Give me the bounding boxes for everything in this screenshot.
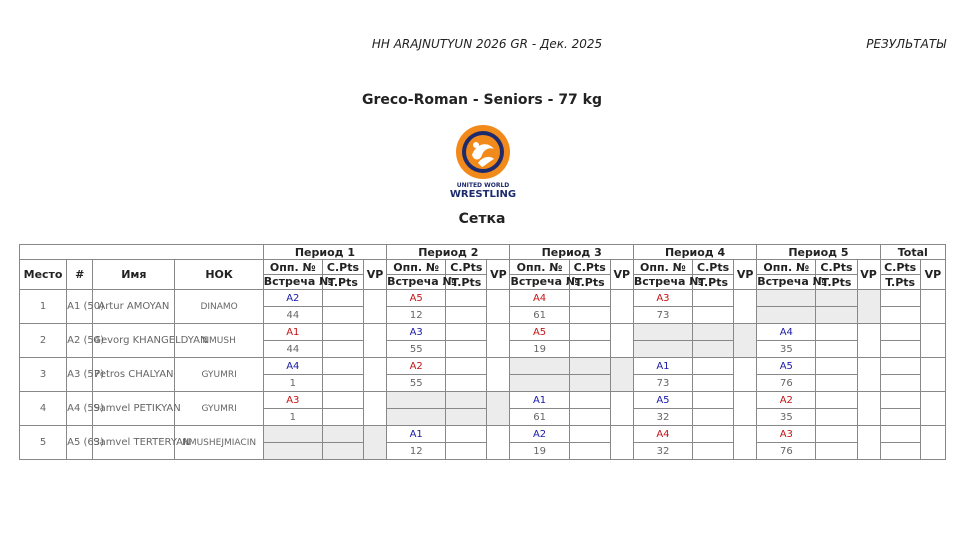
bout-cell: 73 bbox=[633, 307, 692, 324]
table-row bbox=[20, 324, 946, 341]
opponent-cell: A3 bbox=[757, 426, 816, 443]
tpts-cell bbox=[322, 443, 363, 460]
vp-cell bbox=[857, 426, 880, 460]
wrestler-name: Samvel TERTERYAN bbox=[93, 426, 175, 460]
tpts-cell bbox=[693, 307, 734, 324]
cpts-cell bbox=[569, 358, 610, 375]
tpts-cell bbox=[693, 341, 734, 358]
vp-cell bbox=[857, 290, 880, 324]
header-blank bbox=[20, 245, 264, 260]
bout-cell bbox=[633, 341, 692, 358]
opponent-cell: A2 bbox=[263, 290, 322, 307]
tpts-cell bbox=[446, 341, 487, 358]
period-header-2: Период 2 bbox=[387, 245, 510, 260]
tpts-cell bbox=[569, 375, 610, 392]
results-label: РЕЗУЛЬТАТЫ bbox=[866, 37, 946, 51]
col-bout: Встреча № bbox=[633, 275, 703, 288]
tpts-cell bbox=[569, 341, 610, 358]
vp-cell bbox=[734, 290, 757, 324]
cpts-cell bbox=[322, 426, 363, 443]
vp-cell bbox=[487, 290, 510, 324]
col-vp: VP bbox=[364, 260, 387, 290]
header-row-cols bbox=[20, 260, 946, 275]
total-cpts-cell bbox=[880, 392, 920, 409]
opponent-cell: A5 bbox=[757, 358, 816, 375]
tpts-cell bbox=[446, 307, 487, 324]
opponent-cell: A2 bbox=[387, 358, 446, 375]
period-header-4: Период 4 bbox=[633, 245, 756, 260]
opponent-cell: A4 bbox=[757, 324, 816, 341]
tpts-cell bbox=[816, 307, 857, 324]
col-vp: VP bbox=[610, 260, 633, 290]
col-bout: Встреча № bbox=[757, 275, 826, 288]
bout-cell: 44 bbox=[263, 341, 322, 358]
vp-cell bbox=[610, 426, 633, 460]
opponent-cell bbox=[633, 324, 692, 341]
vp-cell bbox=[610, 290, 633, 324]
uww-logo bbox=[448, 125, 518, 201]
col-cpts: C.Pts bbox=[816, 260, 857, 275]
total-vp-cell bbox=[920, 324, 945, 358]
cpts-cell bbox=[446, 324, 487, 341]
bout-cell: 35 bbox=[757, 409, 816, 426]
col-vp: VP bbox=[857, 260, 880, 290]
cpts-cell bbox=[816, 290, 857, 307]
results-table bbox=[19, 244, 946, 460]
vp-cell bbox=[487, 426, 510, 460]
tpts-cell bbox=[693, 375, 734, 392]
tpts-cell bbox=[816, 443, 857, 460]
tpts-cell bbox=[693, 443, 734, 460]
vp-cell bbox=[857, 392, 880, 426]
bout-cell: 73 bbox=[633, 375, 692, 392]
bout-cell: 1 bbox=[263, 409, 322, 426]
opponent-cell: A5 bbox=[387, 290, 446, 307]
col-opp: Опп. № bbox=[757, 260, 816, 275]
place-cell: 2 bbox=[20, 324, 67, 358]
table-row bbox=[20, 426, 946, 443]
bout-cell: 32 bbox=[633, 409, 692, 426]
tpts-cell bbox=[693, 409, 734, 426]
period-header-3: Период 3 bbox=[510, 245, 633, 260]
vp-cell bbox=[364, 426, 387, 460]
col-tpts: T.Pts bbox=[693, 275, 734, 290]
cpts-cell bbox=[322, 290, 363, 307]
noc-cell: GYUMRI bbox=[175, 358, 263, 392]
vp-cell bbox=[487, 324, 510, 358]
cpts-cell bbox=[693, 290, 734, 307]
opponent-cell: A3 bbox=[263, 392, 322, 409]
place-cell: 4 bbox=[20, 392, 67, 426]
vp-cell bbox=[610, 392, 633, 426]
tpts-cell bbox=[446, 375, 487, 392]
bout-cell: 55 bbox=[387, 375, 446, 392]
header-row-periods bbox=[20, 245, 946, 260]
vp-cell bbox=[857, 324, 880, 358]
bout-cell: 35 bbox=[757, 341, 816, 358]
col-tpts: T.Pts bbox=[446, 275, 487, 290]
cpts-cell bbox=[693, 324, 734, 341]
bracket-title: Сетка bbox=[458, 211, 506, 227]
bout-cell bbox=[757, 307, 816, 324]
bout-cell: 19 bbox=[510, 341, 569, 358]
vp-cell bbox=[857, 358, 880, 392]
tpts-cell bbox=[322, 307, 363, 324]
cpts-cell bbox=[322, 392, 363, 409]
col-cpts: C.Pts bbox=[322, 260, 363, 275]
vp-cell bbox=[364, 358, 387, 392]
total-vp-cell bbox=[920, 426, 945, 460]
wrestler-name: Samvel PETIKYAN bbox=[93, 392, 175, 426]
total-cpts-cell bbox=[880, 324, 920, 341]
bout-cell: 12 bbox=[387, 307, 446, 324]
period-header-1: Период 1 bbox=[263, 245, 386, 260]
category-title: Greco-Roman - Seniors - 77 kg bbox=[361, 92, 603, 108]
event-title: HH ARAJNUTYUN 2026 GR - Дек. 2025 bbox=[371, 37, 603, 51]
opponent-cell: A3 bbox=[633, 290, 692, 307]
cpts-cell bbox=[322, 324, 363, 341]
vp-cell bbox=[734, 392, 757, 426]
col-cpts: C.Pts bbox=[569, 260, 610, 275]
seed-cell: A3 (57) bbox=[67, 358, 93, 392]
noc-cell: NMUSH bbox=[175, 324, 263, 358]
cpts-cell bbox=[693, 426, 734, 443]
col-cpts: C.Pts bbox=[693, 260, 734, 275]
vp-cell bbox=[487, 392, 510, 426]
opponent-cell: A4 bbox=[510, 290, 569, 307]
seed-cell: A5 (63) bbox=[67, 426, 93, 460]
cpts-cell bbox=[816, 324, 857, 341]
opponent-cell bbox=[757, 290, 816, 307]
col-vp: VP bbox=[734, 260, 757, 290]
tpts-cell bbox=[816, 375, 857, 392]
vp-cell bbox=[364, 290, 387, 324]
col-tpts: T.Pts bbox=[569, 275, 610, 290]
opponent-cell: A4 bbox=[263, 358, 322, 375]
tpts-cell bbox=[322, 341, 363, 358]
vp-cell bbox=[364, 324, 387, 358]
tpts-cell bbox=[446, 409, 487, 426]
bout-cell: 44 bbox=[263, 307, 322, 324]
col-total-cpts: C.Pts bbox=[880, 260, 920, 275]
bout-cell: 32 bbox=[633, 443, 692, 460]
bout-cell bbox=[510, 375, 569, 392]
logo-line2: WRESTLING bbox=[449, 189, 517, 200]
vp-cell bbox=[734, 358, 757, 392]
tpts-cell bbox=[569, 307, 610, 324]
opponent-cell bbox=[387, 392, 446, 409]
seed-cell: A4 (59) bbox=[67, 392, 93, 426]
opponent-cell: A5 bbox=[510, 324, 569, 341]
cpts-cell bbox=[569, 290, 610, 307]
cpts-cell bbox=[446, 426, 487, 443]
cpts-cell bbox=[816, 426, 857, 443]
col-bout: Встреча № bbox=[263, 275, 333, 288]
bout-cell: 61 bbox=[510, 307, 569, 324]
total-header: Total bbox=[880, 245, 945, 260]
cpts-cell bbox=[693, 358, 734, 375]
noc-cell: DINAMO bbox=[175, 290, 263, 324]
tpts-cell bbox=[816, 409, 857, 426]
bout-cell: 76 bbox=[757, 375, 816, 392]
total-vp-cell bbox=[920, 290, 945, 324]
logo-line1: UNITED WORLD bbox=[456, 182, 510, 189]
col-name: Имя bbox=[93, 260, 175, 290]
opponent-cell: A5 bbox=[633, 392, 692, 409]
seed-cell: A1 (50) bbox=[67, 290, 93, 324]
vp-cell bbox=[734, 426, 757, 460]
tpts-cell bbox=[446, 443, 487, 460]
bout-cell: 55 bbox=[387, 341, 446, 358]
cpts-cell bbox=[446, 358, 487, 375]
opponent-cell: A1 bbox=[510, 392, 569, 409]
vp-cell bbox=[610, 358, 633, 392]
vp-cell bbox=[734, 324, 757, 358]
wrestler-name: Artur AMOYAN bbox=[93, 290, 175, 324]
opponent-cell: A3 bbox=[387, 324, 446, 341]
col-opp: Опп. № bbox=[387, 260, 446, 275]
table-row bbox=[20, 290, 946, 307]
seed-cell: A2 (54) bbox=[67, 324, 93, 358]
bout-cell bbox=[387, 409, 446, 426]
noc-cell: GYUMRI bbox=[175, 392, 263, 426]
col-total-vp: VP bbox=[920, 260, 945, 290]
total-vp-cell bbox=[920, 392, 945, 426]
tpts-cell bbox=[322, 409, 363, 426]
tpts-cell bbox=[322, 375, 363, 392]
col-total-tpts: T.Pts bbox=[880, 275, 920, 290]
cpts-cell bbox=[569, 426, 610, 443]
cpts-cell bbox=[693, 392, 734, 409]
tpts-cell bbox=[569, 443, 610, 460]
vp-cell bbox=[610, 324, 633, 358]
col-num: # bbox=[67, 260, 93, 290]
col-tpts: T.Pts bbox=[816, 275, 857, 290]
total-tpts-cell bbox=[880, 307, 920, 324]
col-noc: НОК bbox=[175, 260, 263, 290]
opponent-cell: A1 bbox=[633, 358, 692, 375]
col-vp: VP bbox=[487, 260, 510, 290]
opponent-cell: A2 bbox=[757, 392, 816, 409]
table-row bbox=[20, 392, 946, 409]
bout-cell: 76 bbox=[757, 443, 816, 460]
col-bout: Встреча № bbox=[387, 275, 456, 288]
cpts-cell bbox=[322, 358, 363, 375]
opponent-cell: A4 bbox=[633, 426, 692, 443]
total-tpts-cell bbox=[880, 341, 920, 358]
opponent-cell: A2 bbox=[510, 426, 569, 443]
bout-cell: 61 bbox=[510, 409, 569, 426]
vp-cell bbox=[364, 392, 387, 426]
cpts-cell bbox=[446, 392, 487, 409]
tpts-cell bbox=[816, 341, 857, 358]
wrestler-name: Gevorg KHANGELDYAN bbox=[93, 324, 175, 358]
col-bout: Встреча № bbox=[510, 275, 580, 288]
total-tpts-cell bbox=[880, 409, 920, 426]
bout-cell: 12 bbox=[387, 443, 446, 460]
place-cell: 5 bbox=[20, 426, 67, 460]
period-header-5: Период 5 bbox=[757, 245, 880, 260]
total-tpts-cell bbox=[880, 375, 920, 392]
opponent-cell bbox=[263, 426, 322, 443]
col-tpts: T.Pts bbox=[322, 275, 363, 290]
bout-cell: 1 bbox=[263, 375, 322, 392]
bout-cell bbox=[263, 443, 322, 460]
table-row bbox=[20, 358, 946, 375]
total-cpts-cell bbox=[880, 426, 920, 443]
col-opp: Опп. № bbox=[510, 260, 569, 275]
vp-cell bbox=[487, 358, 510, 392]
place-cell: 3 bbox=[20, 358, 67, 392]
cpts-cell bbox=[569, 392, 610, 409]
total-cpts-cell bbox=[880, 358, 920, 375]
opponent-cell bbox=[510, 358, 569, 375]
place-cell: 1 bbox=[20, 290, 67, 324]
opponent-cell: A1 bbox=[387, 426, 446, 443]
total-vp-cell bbox=[920, 358, 945, 392]
total-tpts-cell bbox=[880, 443, 920, 460]
total-cpts-cell bbox=[880, 290, 920, 307]
col-opp: Опп. № bbox=[633, 260, 692, 275]
cpts-cell bbox=[569, 324, 610, 341]
col-opp: Опп. № bbox=[263, 260, 322, 275]
bout-cell: 19 bbox=[510, 443, 569, 460]
noc-cell: NMUSHEJMIACIN bbox=[175, 426, 263, 460]
tpts-cell bbox=[569, 409, 610, 426]
opponent-cell: A1 bbox=[263, 324, 322, 341]
cpts-cell bbox=[816, 392, 857, 409]
col-cpts: C.Pts bbox=[446, 260, 487, 275]
cpts-cell bbox=[816, 358, 857, 375]
cpts-cell bbox=[446, 290, 487, 307]
col-place: Место bbox=[20, 260, 67, 290]
wrestler-name: Petros CHALYAN bbox=[93, 358, 175, 392]
